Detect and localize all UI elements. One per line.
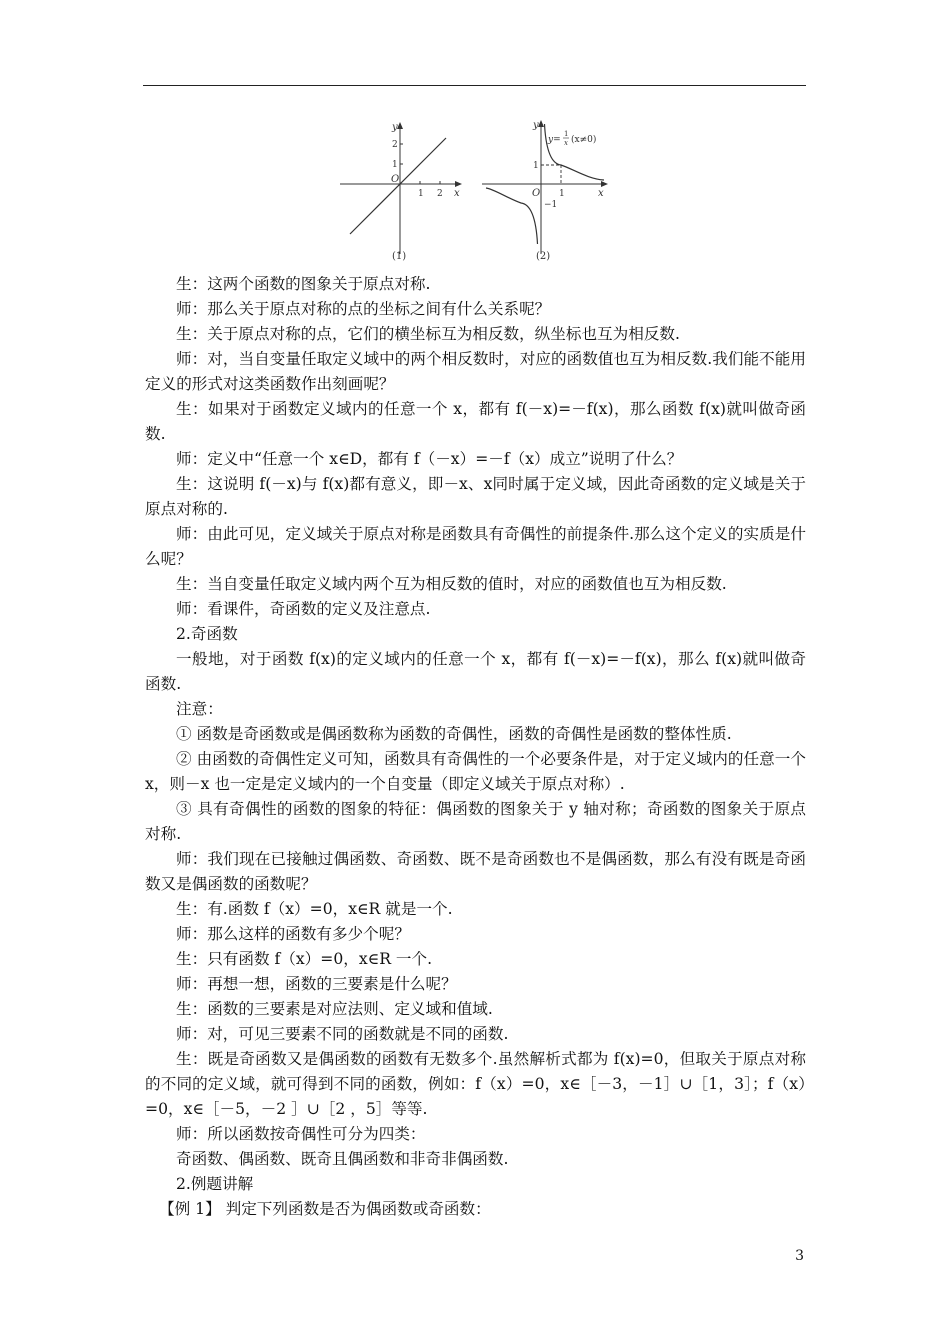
paragraph: 师：定义中“任意一个 x∈D，都有 f（－x）=－f（x）成立”说明了什么？ bbox=[176, 450, 683, 468]
paragraph: 生：关于原点对称的点，它们的横坐标互为相反数，纵坐标也互为相反数. bbox=[176, 325, 680, 343]
section-heading: 2.奇函数 bbox=[176, 625, 238, 643]
fig2-curve-label-den: x bbox=[564, 139, 568, 147]
fig2-tick-y-pos: 1 bbox=[533, 161, 539, 171]
definition-paragraph: 一般地，对于函数 f(x)的定义域内的任意一个 x，都有 f(－x)=－f(x)，那么 f(x)就叫做奇函数. bbox=[145, 650, 806, 693]
paragraph: 师：看课件，奇函数的定义及注意点. bbox=[176, 600, 431, 618]
fig1-axis-y-label: y bbox=[392, 122, 398, 133]
paragraph: 师：对，当自变量任取定义域中的两个相反数时，对应的函数值也互为相反数.我们能不能用定义的形式对这类函数作出刻画呢？ bbox=[145, 350, 806, 393]
paragraph: 生：只有函数 f（x）=0，x∈R 一个. bbox=[176, 950, 433, 968]
paragraph: 师：那么关于原点对称的点的坐标之间有什么关系呢？ bbox=[176, 300, 551, 318]
fig1-tick-y-2: 2 bbox=[392, 140, 398, 150]
fig2-origin-label: O bbox=[532, 188, 541, 199]
example-heading: 【例 1】 判定下列函数是否为偶函数或奇函数： bbox=[159, 1200, 491, 1218]
paragraph: 师：所以函数按奇偶性可分为四类： bbox=[176, 1125, 426, 1143]
paragraph: 生：有.函数 f（x）=0，x∈R 就是一个. bbox=[176, 900, 453, 918]
paragraph: 师：由此可见，定义域关于原点对称是函数具有奇偶性的前提条件.那么这个定义的实质是什么呢？ bbox=[145, 525, 806, 568]
fig1-tick-x-1: 1 bbox=[418, 189, 424, 199]
fig1-origin-label: O bbox=[391, 174, 400, 185]
figure-linear-graph bbox=[336, 112, 466, 264]
paragraph: 生：这说明 f(－x)与 f(x)都有意义，即－x、x同时属于定义域，因此奇函数的定义域是关于原点对称的. bbox=[145, 475, 806, 518]
paragraph: 注意： bbox=[176, 700, 223, 718]
fig1-axis-x-label: x bbox=[454, 188, 460, 199]
fig2-caption: (2) bbox=[536, 251, 551, 262]
fig2-axis-x-label: x bbox=[598, 188, 604, 199]
note-item: ② 由函数的奇偶性定义可知，函数具有奇偶性的一个必要条件是，对于定义域内的任意一个 x，则－x 也一定是定义域内的一个自变量（即定义域关于原点对称）. bbox=[145, 750, 806, 793]
paragraph: 师：再想一想，函数的三要素是什么呢？ bbox=[176, 975, 457, 993]
paragraph: 师：对，可见三要素不同的函数就是不同的函数. bbox=[176, 1025, 509, 1043]
paragraph: 生：如果对于函数定义域内的任意一个 x，都有 f(－x)=－f(x)，那么函数 f(x)就叫做奇函数. bbox=[145, 400, 806, 443]
paragraph: 师：我们现在已接触过偶函数、奇函数、既不是奇函数也不是偶函数，那么有没有既是奇函数又是偶函数的函数呢？ bbox=[145, 850, 806, 893]
fig1-tick-x-2: 2 bbox=[437, 189, 443, 199]
fig2-curve-positive bbox=[545, 124, 605, 180]
section-heading: 2.例题讲解 bbox=[176, 1175, 254, 1193]
fig1-tick-y-1: 1 bbox=[392, 160, 398, 170]
fig2-curve-label-lhs: y= bbox=[548, 135, 561, 145]
paragraph: 生：当自变量任取定义域内两个互为相反数的值时，对应的函数值也互为相反数. bbox=[176, 575, 727, 593]
header-rule bbox=[143, 85, 806, 86]
note-item: ③ 具有奇偶性的函数的图象的特征：偶函数的图象关于 y 轴对称；奇函数的图象关于原点对称. bbox=[145, 800, 806, 843]
paragraph: 奇函数、偶函数、既奇且偶函数和非奇非偶函数. bbox=[176, 1150, 509, 1168]
fig2-curve-label-num: 1 bbox=[564, 130, 569, 138]
fig2-curve-negative bbox=[486, 188, 541, 244]
paragraph: 生：这两个函数的图象关于原点对称. bbox=[176, 275, 431, 293]
paragraph: 生：函数的三要素是对应法则、定义域和值域. bbox=[176, 1000, 493, 1018]
fig1-caption: (1) bbox=[392, 251, 407, 262]
fig2-tick-y-neg: −1 bbox=[544, 200, 558, 210]
body-text bbox=[145, 272, 806, 1222]
fig2-tick-x-1: 1 bbox=[559, 189, 565, 199]
fig2-curve-label-rhs: (x≠0) bbox=[571, 135, 597, 145]
fig2-axis-y-label: y bbox=[533, 120, 539, 131]
paragraph: 生：既是奇函数又是偶函数的函数有无数多个.虽然解析式都为 f(x)=0，但取关于原点对称的不同的定义域，就可得到不同的函数，例如：f（x）=0，x∈［－3，－1］∪［1，3］；f（x）=0，x∈［－5，－2 ］∪［2 ，5］等等. bbox=[145, 1050, 806, 1118]
page-number: 3 bbox=[795, 1248, 804, 1264]
note-item: ① 函数是奇函数或是偶函数称为函数的奇偶性，函数的奇偶性是函数的整体性质. bbox=[176, 725, 732, 743]
figure-reciprocal-graph bbox=[478, 112, 613, 264]
paragraph: 师：那么这样的函数有多少个呢？ bbox=[176, 925, 410, 943]
